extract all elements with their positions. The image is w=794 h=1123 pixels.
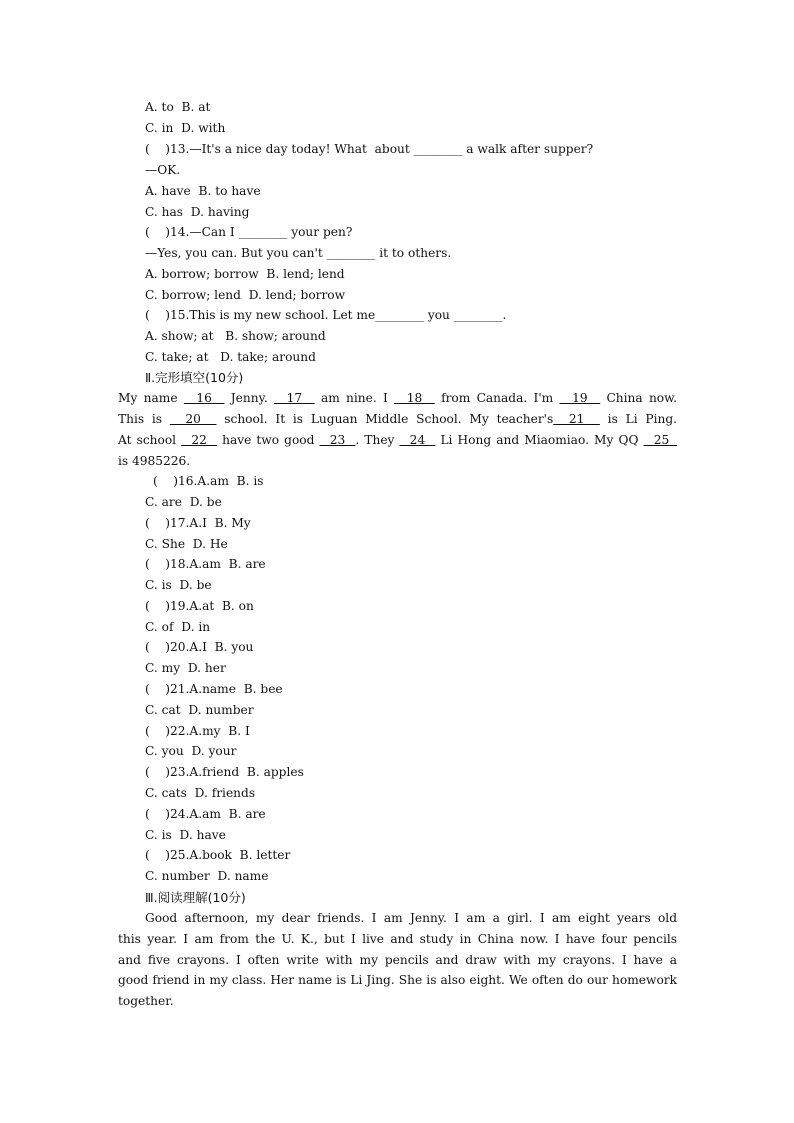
section2-heading: Ⅱ.完形填空(10分)	[145, 370, 244, 385]
q19-options-cd: C. of D. in	[145, 620, 211, 634]
q15-options-cd: C. take; at D. take; around	[145, 350, 316, 364]
reading-line-4: good friend in my class. Her name is Li Jing. She is also eight. We often do our homework	[118, 973, 677, 987]
reading-line-2: this year. I am from the U. K., but I live and study in China now. I have four pencils	[118, 932, 677, 946]
cloze-line-2	[118, 409, 677, 430]
q19-options-ab: ( )19.A.at B. on	[145, 599, 254, 613]
q25-options-ab: ( )25.A.book B. letter	[145, 848, 291, 862]
q23-options-cd: C. cats D. friends	[145, 786, 256, 800]
q16-options-ab: ( )16.A.am B. is	[153, 474, 264, 488]
q22-options-ab: ( )22.A.my B. I	[145, 724, 250, 738]
blank-20: 20	[169, 412, 217, 426]
q13-options-ab: A. have B. to have	[145, 184, 261, 198]
cloze-text: is Li Ping.	[599, 412, 677, 426]
q13-options-cd: C. has D. having	[145, 205, 250, 219]
q13-reply: —OK.	[145, 163, 181, 177]
q12-options-ab: A. to B. at	[145, 100, 211, 114]
cloze-text: from Canada. I'm	[434, 391, 560, 405]
q14-options-cd: C. borrow; lend D. lend; borrow	[145, 288, 346, 302]
q14-stem: ( )14.—Can I ________ your pen?	[145, 225, 353, 239]
cloze-text: . They	[355, 433, 400, 447]
blank-24: 24	[399, 433, 436, 447]
q21-options-ab: ( )21.A.name B. bee	[145, 682, 283, 696]
blank-16: 16	[183, 391, 225, 405]
blank-19: 19	[559, 391, 601, 405]
q17-options-cd: C. She D. He	[145, 537, 228, 551]
q18-options-ab: ( )18.A.am B. are	[145, 557, 266, 571]
q13-stem: ( )13.—It's a nice day today! What about ________ a walk after supper?	[145, 142, 594, 156]
cloze-line-1	[118, 388, 677, 409]
q21-options-cd: C. cat D. number	[145, 703, 254, 717]
q18-options-cd: C. is D. be	[145, 578, 212, 592]
blank-22: 22	[181, 433, 218, 447]
q22-options-cd: C. you D. your	[145, 744, 237, 758]
q16-options-cd: C. are D. be	[145, 495, 222, 509]
cloze-line-3	[118, 430, 677, 451]
blank-21: 21	[553, 412, 600, 426]
blank-25: 25	[643, 433, 677, 447]
q14-options-ab: A. borrow; borrow B. lend; lend	[145, 267, 345, 281]
reading-line-5: together.	[118, 994, 174, 1008]
q24-options-ab: ( )24.A.am B. are	[145, 807, 266, 821]
q15-stem: ( )15.This is my new school. Let me________ you ________.	[145, 308, 507, 322]
cloze-text: China now.	[600, 391, 677, 405]
q12-options-cd: C. in D. with	[145, 121, 226, 135]
q25-options-cd: C. number D. name	[145, 869, 269, 883]
q14-reply: —Yes, you can. But you can't ________ it to others.	[145, 246, 452, 260]
blank-17: 17	[274, 391, 315, 405]
q24-options-cd: C. is D. have	[145, 828, 226, 842]
cloze-text: have two good	[217, 433, 320, 447]
cloze-text: This is	[118, 412, 170, 426]
cloze-text: am nine. I	[314, 391, 395, 405]
q20-options-cd: C. my D. her	[145, 661, 226, 675]
q15-options-ab: A. show; at B. show; around	[145, 329, 326, 343]
cloze-text: At school	[118, 433, 182, 447]
cloze-text: My name	[118, 391, 184, 405]
q17-options-ab: ( )17.A.I B. My	[145, 516, 251, 530]
blank-18: 18	[394, 391, 435, 405]
cloze-line-4: is 4985226.	[118, 454, 191, 468]
cloze-text: school. It is Luguan Middle School. My teacher's	[216, 412, 554, 426]
q23-options-ab: ( )23.A.friend B. apples	[145, 765, 304, 779]
q20-options-ab: ( )20.A.I B. you	[145, 640, 254, 654]
cloze-text: Li Hong and Miaomiao. My QQ	[435, 433, 644, 447]
cloze-text: Jenny.	[224, 391, 274, 405]
reading-line-3: and five crayons. I often write with my pencils and draw with my crayons. I have a	[118, 953, 677, 967]
blank-23: 23	[319, 433, 356, 447]
section3-heading: Ⅲ.阅读理解(10分)	[145, 890, 246, 905]
reading-line-1: Good afternoon, my dear friends. I am Jenny. I am a girl. I am eight years old	[145, 911, 677, 925]
